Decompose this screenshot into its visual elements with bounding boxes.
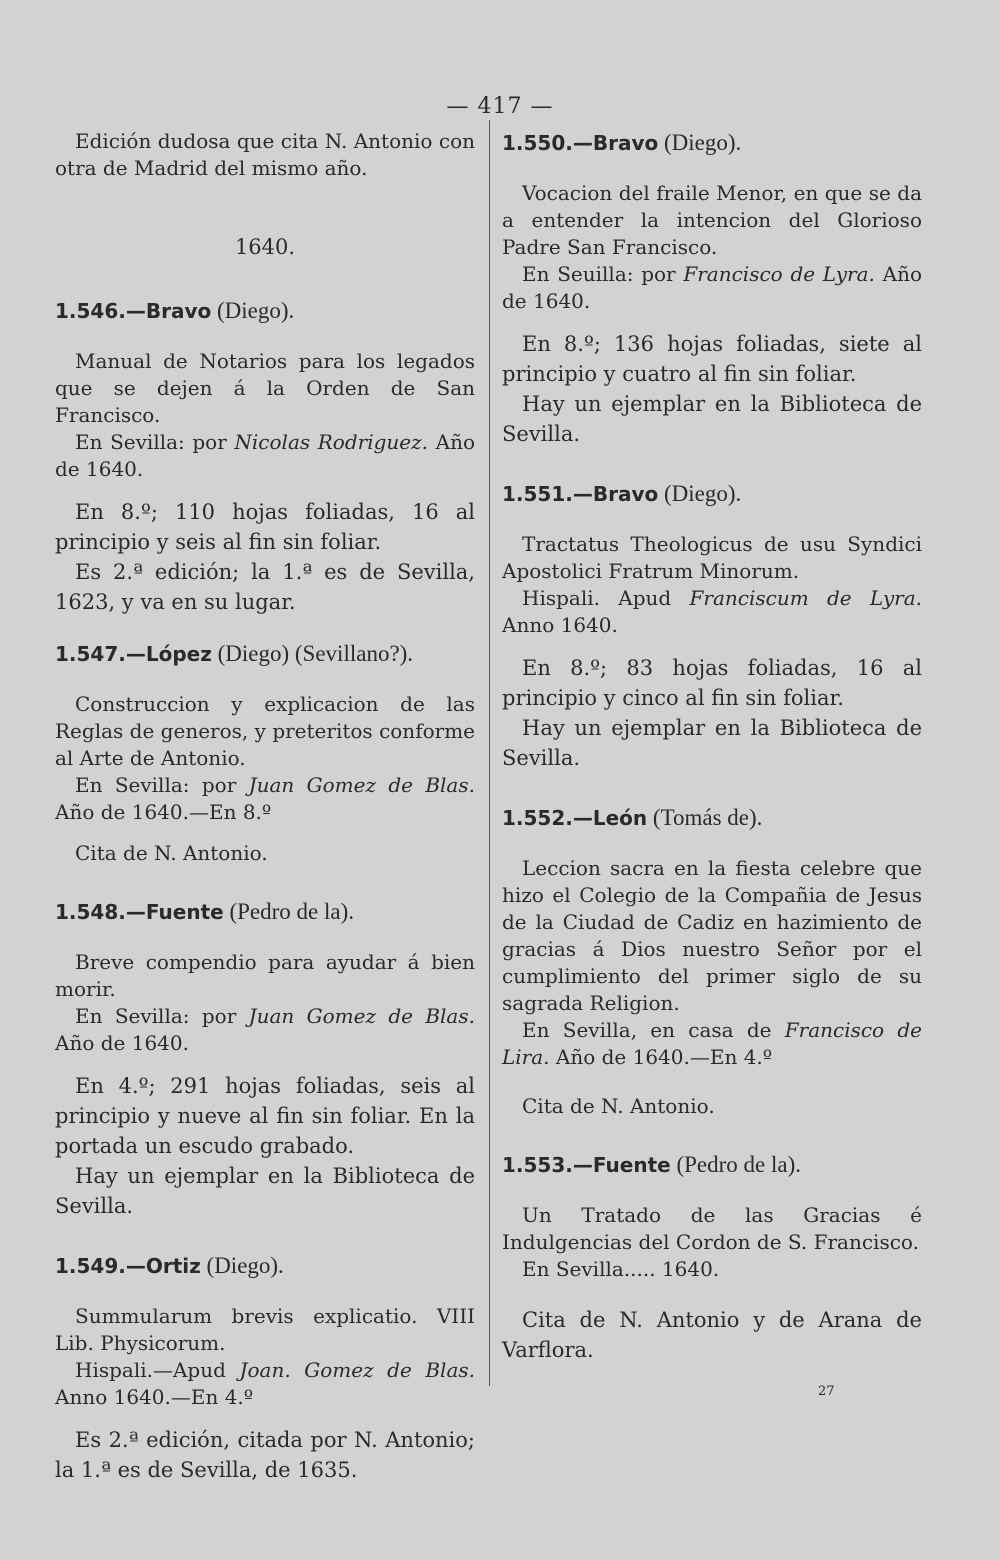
entry-author-given: (Diego). — [658, 481, 742, 506]
entry-description: En 8.º; 110 hojas foliadas, 16 al principio y seis al fin sin foliar. — [55, 500, 475, 554]
entry-heading — [55, 1251, 475, 1281]
entry-number: 1.551. — [502, 482, 573, 506]
entry-imprint: En Sevilla: por Juan Gomez de Blas. Año de 1640.—En 8.º — [55, 773, 475, 824]
entry-heading — [55, 296, 475, 326]
left-column — [55, 128, 475, 1485]
entry-number: 1.546. — [55, 299, 126, 323]
entry-note: Hay un ejemplar en la Biblioteca de Sevilla. — [502, 716, 922, 770]
entry-author-given: (Pedro de la). — [223, 899, 354, 924]
entry-1548 — [55, 897, 475, 1221]
entry-imprint: Hispali.—Apud Joan. Gomez de Blas. Anno 1640.—En 4.º — [55, 1358, 475, 1409]
entry-imprint: En Seuilla: por Francisco de Lyra. Año de 1640. — [502, 262, 922, 313]
intro-note: Edición dudosa que cita N. Antonio con otra de Madrid del mismo año. — [55, 129, 475, 180]
entry-number: 1.547. — [55, 642, 126, 666]
entry-note: Cita de N. Antonio y de Arana de Varflora. — [502, 1308, 922, 1362]
entry-heading — [55, 639, 475, 669]
entry-author-surname: —López — [125, 642, 212, 666]
entry-title: Leccion sacra en la fiesta celebre que hizo el Colegio de la Compañia de Jesus de la Ciudad de Cadiz en hazimiento de gracias á Dios nuestro Señor por el cumplimiento del primer siglo de su sagrada Religion. — [502, 856, 922, 1015]
entry-1552 — [502, 803, 922, 1120]
entry-description: En 8.º; 136 hojas foliadas, siete al principio y cuatro al fin sin foliar. — [502, 332, 922, 386]
entry-heading — [502, 128, 922, 158]
entry-imprint: Hispali. Apud Franciscum de Lyra. Anno 1640. — [502, 586, 923, 637]
entry-title: Construccion y explicacion de las Reglas de generos, y preteritos conforme al Arte de Antonio. — [55, 692, 475, 770]
entry-1550 — [502, 128, 922, 449]
signature-mark: 27 — [818, 1384, 835, 1399]
entry-author-given: (Tomás de). — [647, 805, 763, 830]
entry-author-surname: —Bravo — [125, 299, 212, 323]
entry-title: Manual de Notarios para los legados que se dejen á la Orden de San Francisco. — [55, 349, 475, 427]
entry-imprint: En Sevilla..... 1640. — [522, 1257, 720, 1281]
entry-author-given: (Diego). — [658, 130, 742, 155]
entry-author-surname: —Bravo — [572, 482, 659, 506]
entry-number: 1.553. — [502, 1153, 573, 1177]
entry-note: Hay un ejemplar en la Biblioteca de Sevilla. — [502, 392, 922, 446]
entry-heading — [502, 479, 922, 509]
entry-imprint: En Sevilla, en casa de Francisco de Lira. Año de 1640.—En 4.º — [502, 1018, 922, 1069]
year-heading: 1640. — [234, 235, 296, 259]
entry-1546 — [55, 296, 475, 617]
entry-number: 1.548. — [55, 900, 126, 924]
column-divider — [489, 120, 490, 1386]
entry-note: Es 2.ª edición, citada por N. Antonio; la 1.ª es de Sevilla, de 1635. — [55, 1428, 475, 1482]
entry-title: Vocacion del fraile Menor, en que se da a entender la intencion del Glorioso Padre San Francisco. — [502, 181, 922, 259]
entry-heading — [55, 897, 475, 927]
entry-author-given: (Pedro de la). — [670, 1152, 801, 1177]
entry-title: Summularum brevis explicatio. VIII Lib. Physicorum. — [55, 1304, 475, 1355]
entry-1547 — [55, 639, 475, 867]
entry-title: Un Tratado de las Gracias é Indulgencias del Cordon de S. Francisco. — [502, 1203, 922, 1254]
entry-imprint: En Sevilla: por Juan Gomez de Blas. Año de 1640. — [55, 1004, 475, 1055]
entry-title: Tractatus Theologicus de usu Syndici Apostolici Fratrum Minorum. — [502, 532, 922, 583]
entry-note: Cita de N. Antonio. — [522, 1094, 715, 1118]
entry-author-given: (Diego). — [211, 298, 295, 323]
entry-1549 — [55, 1251, 475, 1485]
entry-author-surname: —Bravo — [572, 131, 659, 155]
entry-note: Es 2.ª edición; la 1.ª es de Sevilla, 1623, y va en su lugar. — [55, 560, 475, 614]
entry-heading — [502, 1150, 922, 1180]
entry-description: En 4.º; 291 hojas foliadas, seis al principio y nueve al fin sin foliar. En la portada un escudo grabado. — [55, 1074, 475, 1158]
entry-author-surname: —Ortiz — [125, 1254, 201, 1278]
entry-number: 1.549. — [55, 1254, 126, 1278]
entry-1553 — [502, 1150, 922, 1365]
entry-author-given: (Diego) (Sevillano?). — [211, 641, 414, 666]
entry-author-surname: —Fuente — [572, 1153, 671, 1177]
right-column — [502, 128, 922, 1365]
entry-number: 1.550. — [502, 131, 573, 155]
entry-title: Breve compendio para ayudar á bien morir. — [55, 950, 475, 1001]
entry-1551 — [502, 479, 922, 773]
entry-author-given: (Diego). — [200, 1253, 284, 1278]
entry-author-surname: —León — [572, 806, 648, 830]
entry-note: Hay un ejemplar en la Biblioteca de Sevilla. — [55, 1164, 475, 1218]
entry-heading — [502, 803, 922, 833]
entry-description: En 8.º; 83 hojas foliadas, 16 al principio y cinco al fin sin foliar. — [502, 656, 922, 710]
page-number-header: — 417 — — [446, 94, 554, 119]
entry-imprint: En Sevilla: por Nicolas Rodriguez. Año de 1640. — [55, 430, 475, 481]
entry-number: 1.552. — [502, 806, 573, 830]
entry-author-surname: —Fuente — [125, 900, 224, 924]
entry-note: Cita de N. Antonio. — [75, 841, 268, 865]
